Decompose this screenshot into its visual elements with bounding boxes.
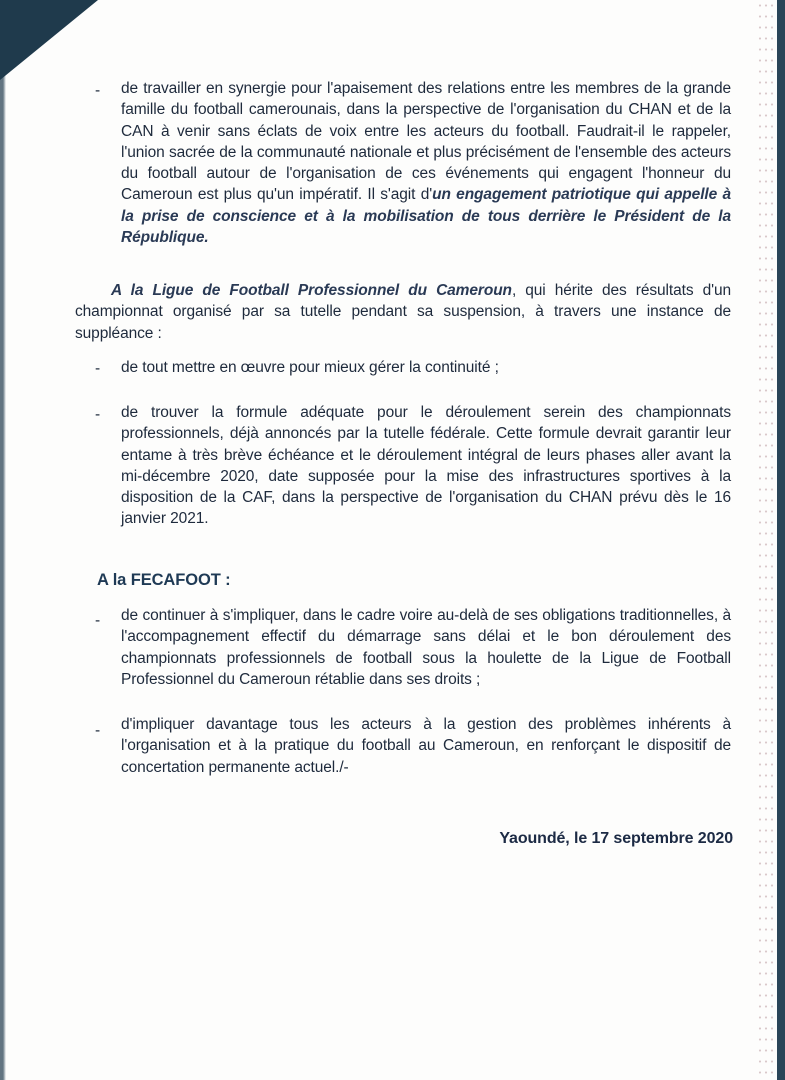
fecafoot-heading: A la FECAFOOT : [97,571,231,589]
left-edge-shadow [0,0,6,1080]
right-edge-border [777,0,785,1080]
emphasis-text: un engagement patriotique qui appelle à la prise de conscience et à la mobilisation de tous derrière le Président de la République. [121,186,731,247]
list-bullet: - [95,360,101,377]
place-date: Yaoundé, le 17 septembre 2020 [499,830,733,847]
list-bullet: - [95,406,101,423]
ligue-intro-text: , qui hérite des résultats d'un championnat organisé par sa tutelle pendant sa suspension, à travers une instance de suppléance : [75,282,731,342]
right-edge-speckles [757,0,777,1080]
list-item-impliquer: d'impliquer davantage tous les acteurs à la gestion des problèmes inhérents à l'organisation et à la pratique du football au Cameroun, en renforçant le dispositif de concertation permanente actuel./- [121,716,731,776]
list-bullet: - [95,722,101,739]
list-bullet: - [95,82,101,99]
list-item-formule: de trouver la formule adéquate pour le déroulement serein des championnats professionnels, déjà annoncés par la tutelle fédérale. Cette formule devrait garantir leur entame à très brève échéance et le déroulement intégral de leurs phases aller avant la mi-décembre 2020, date supposée pour la mise des infrastructures sportives à la disposition de la CAF, dans la perspective de l'organisation du CHAN prévu dès le 16 janvier 2021. [121,404,731,528]
ligue-name: A la Ligue de Football Professionnel du Cameroun [111,282,512,299]
list-item-continuite: de tout mettre en œuvre pour mieux gérer la continuité ; [121,359,499,376]
page-corner-shadow [0,0,98,80]
list-item-continuer: de continuer à s'impliquer, dans le cadre voire au-delà de ses obligations traditionnelles, à l'accompagnement effectif du démarrage sans délai et le bon déroulement des championnats professionnels de football sous la houlette de la Ligue de Football Professionnel du Cameroun rétablie dans ses droits ; [121,607,731,688]
list-bullet: - [95,612,101,629]
ligue-intro-paragraph [75,280,731,344]
list-item-synergie [121,78,731,248]
list-item-text: de travailler en synergie pour l'apaisement des relations entre les membres de la grande famille du football camerounais, dans la perspective de l'organisation du CHAN et de la CAN à venir sans éclats de voix entre les acteurs du football. Faudrait-il le rappeler, l'union sacrée de la communauté nationale et plus précisément de l'ensemble des acteurs du football autour de l'organisation de ces événements qui engagent l'honneur du Cameroun est plus qu'un impératif. Il s'agit d' [121,80,731,204]
